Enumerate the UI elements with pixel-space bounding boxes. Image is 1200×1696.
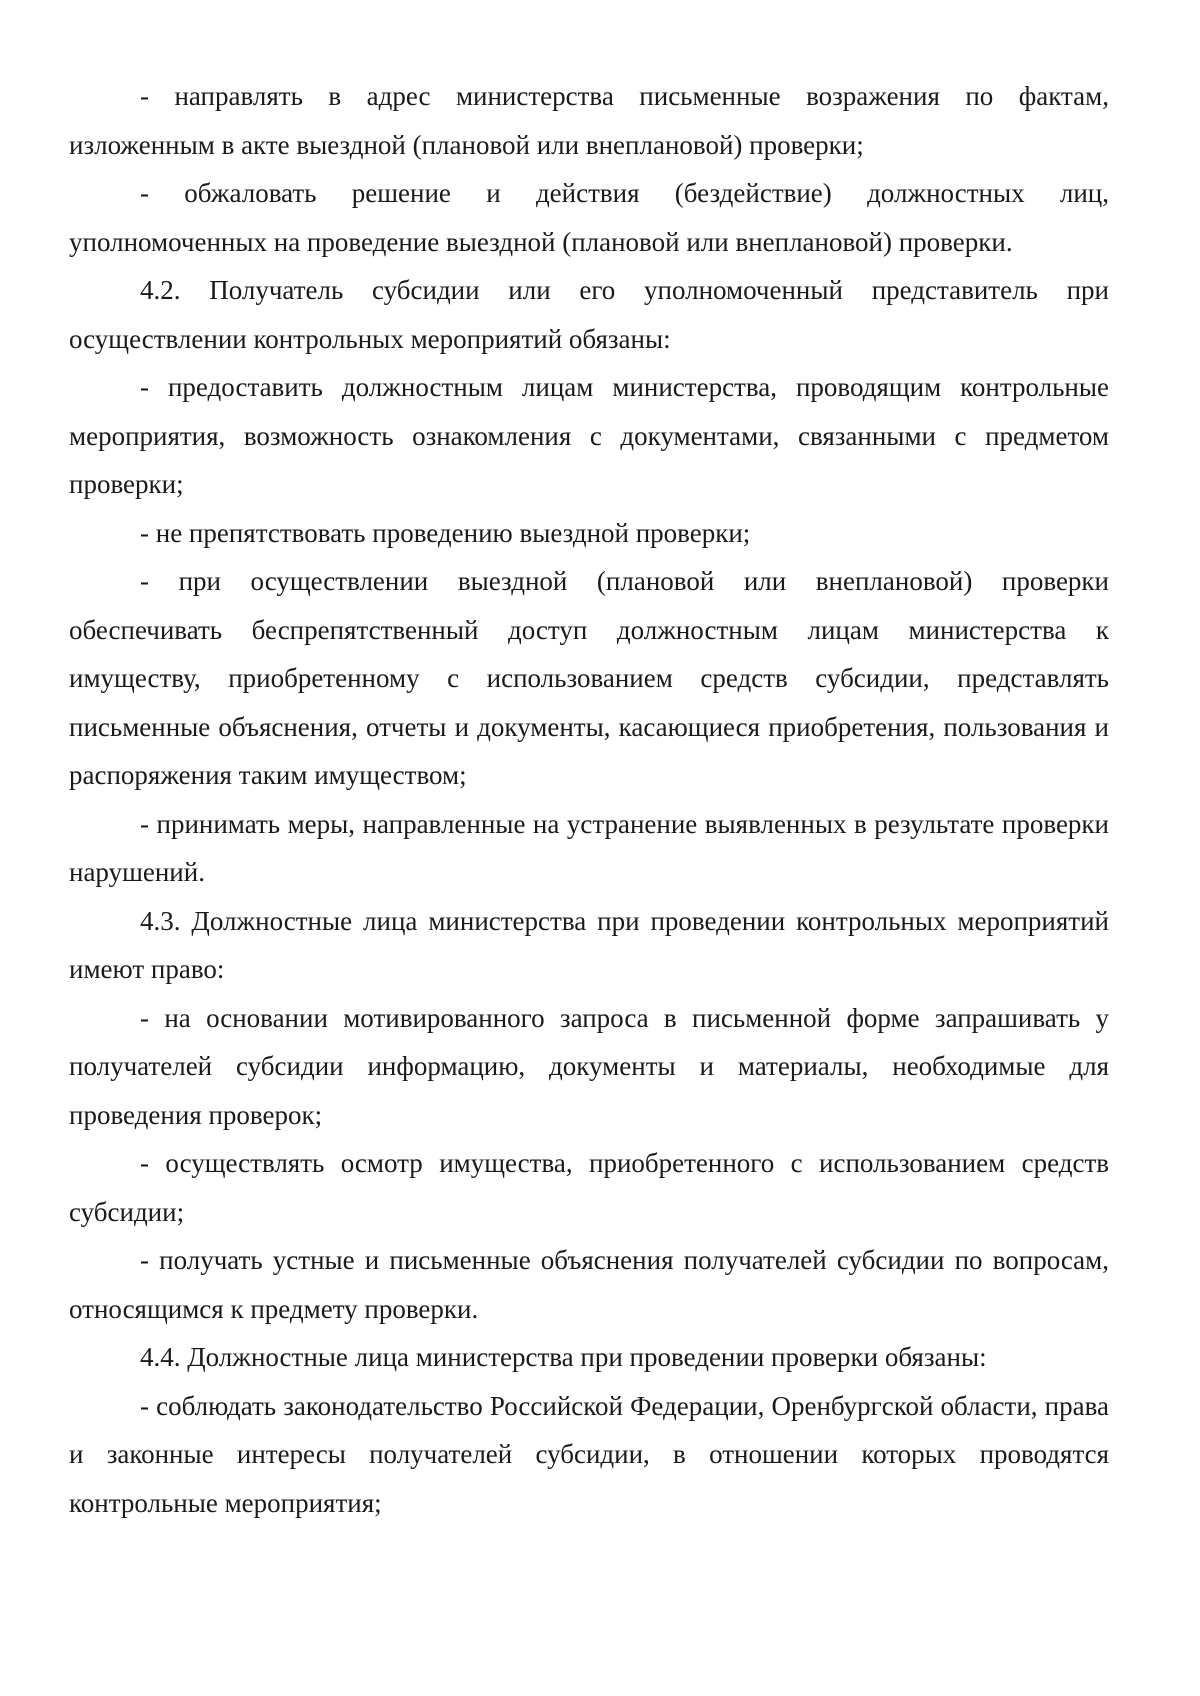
paragraph-request-information: - на основании мотивированного запроса в письменной форме запрашивать у получателей субсидии информацию, документы и материалы, необходимые для проведения проверок; (69, 1002, 1109, 1130)
paragraph-inspect-property: - осуществлять осмотр имущества, приобретенного с использованием средств субсидии; (69, 1148, 1109, 1227)
paragraph-right-to-object: - направлять в адрес министерства письменные возражения по фактам, изложенным в акте выездной (плановой или внеплановой) проверки; (69, 81, 1109, 160)
paragraph-not-obstruct: - не препятствовать проведению выездной проверки; (140, 517, 751, 548)
clause-4-3: 4.3. Должностные лица министерства при проведении контрольных мероприятий имеют право: (69, 905, 1109, 984)
paragraph-comply-legislation: - соблюдать законодательство Российской Федерации, Оренбургской области, права и законные интересы получателей субсидии, в отношении которых проводятся контрольные мероприятия; (69, 1390, 1109, 1518)
paragraph-remedy-violations: - принимать меры, направленные на устранение выявленных в результате проверки нарушений. (69, 808, 1109, 887)
clause-4-2: 4.2. Получатель субсидии или его уполномоченный представитель при осуществлении контрольных мероприятий обязаны: (69, 275, 1109, 354)
clause-4-4: 4.4. Должностные лица министерства при проведении проверки обязаны: (140, 1342, 987, 1372)
paragraph-receive-explanations: - получать устные и письменные объяснения получателей субсидии по вопросам, относящимся к предмету проверки. (69, 1245, 1109, 1324)
paragraph-provide-access: - при осуществлении выездной (плановой или внеплановой) проверки обеспечивать беспрепятственный доступ должностным лицам министерства к имуществу, приобретенному с использованием средств субсидии, представлять письменные объяснения, отчеты и документы, касающиеся приобретения, пользования и распоряжения таким имуществом; (69, 566, 1109, 790)
paragraph-right-to-appeal: - обжаловать решение и действия (бездействие) должностных лиц, уполномоченных на проведение выездной (плановой или внеплановой) проверки. (69, 178, 1109, 257)
paragraph-provide-documents: - предоставить должностным лицам министерства, проводящим контрольные мероприятия, возможность ознакомления с документами, связанными с предметом проверки; (69, 372, 1109, 499)
document-body (69, 72, 1109, 1527)
